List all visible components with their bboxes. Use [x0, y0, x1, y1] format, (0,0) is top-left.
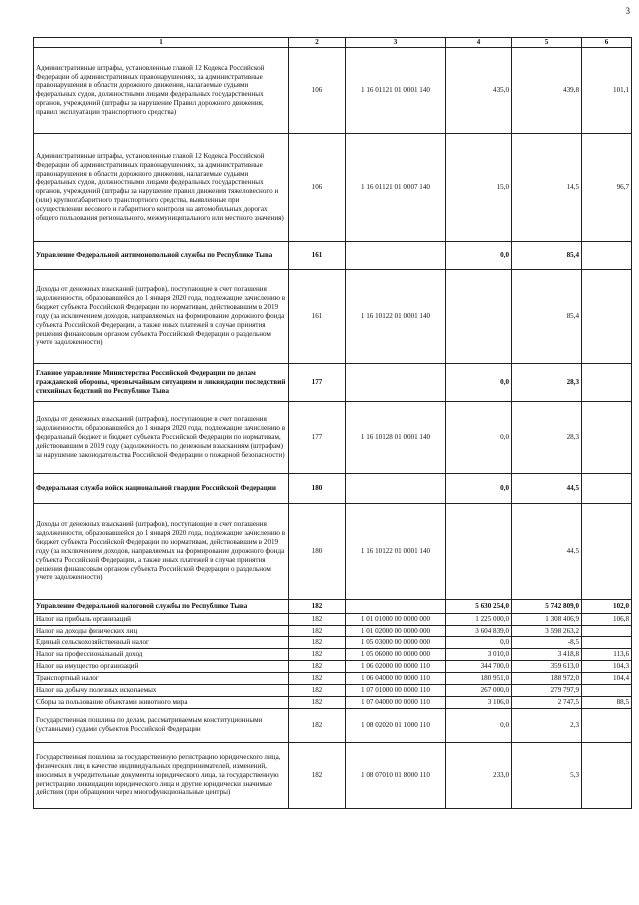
- row-plan-value: 0,0: [446, 241, 512, 269]
- table-row: [34, 613, 632, 625]
- row-description: Единый сельскохозяйственный налог: [34, 637, 289, 649]
- table-row: [34, 599, 632, 613]
- row-description: Сборы за пользование объектами животного мира: [34, 696, 289, 708]
- row-description: Главное управление Министерства Российской Федерации по делам гражданской обороны, чрезвычайным ситуациям и ликвидации последствий стихийных бедствий по Республике Тыва: [34, 363, 289, 401]
- row-description: Административные штрафы, установленные главой 12 Кодекса Российской Федерации об административных правонарушениях, за административные правонарушения в области дорожного движения, налагаемые судьями федеральных судов, должностными лицами федеральных государственных органов, учреждений (штрафы за нарушение правил движения тяжеловесного и (или) крупногабаритного транспортного средства, выявленные при осуществлении весового и габаритного контроля на автомобильных дорогах общего пользования регионального, межмуниципального или местного значения): [34, 133, 289, 241]
- table-body: [34, 47, 632, 808]
- row-actual-value: 1 308 406,9: [512, 613, 582, 625]
- row-percent-value: 106,8: [582, 613, 632, 625]
- row-description: Налог на добычу полезных ископаемых: [34, 684, 289, 696]
- header-col-2: 2: [289, 38, 346, 48]
- row-plan-value: 0,0: [446, 363, 512, 401]
- row-plan-value: 233,0: [446, 742, 512, 808]
- row-plan-value: 267 000,0: [446, 684, 512, 696]
- row-percent-value: [582, 637, 632, 649]
- row-plan-value: 0,0: [446, 473, 512, 503]
- row-description: Управление Федеральной антимонопольной службы по Республике Тыва: [34, 241, 289, 269]
- row-description: Доходы от денежных взысканий (штрафов), поступающие в счет погашения задолженности, образовавшейся до 1 января 2020 года, подлежащие зачислению в бюджет субъекта Российской Федерации по нормативам, действовавшим в 2019 году (за исключением доходов, направляемых на формирование дорожного фонда субъекта Российской Федерации, а также иных платежей в случае принятия решения финансовым органом субъекта Российской Федерации о раздельном учете задолженности): [34, 503, 289, 599]
- row-percent-value: [582, 625, 632, 637]
- row-admin-code: 182: [289, 661, 346, 673]
- table-row: [34, 363, 632, 401]
- row-plan-value: 0,0: [446, 708, 512, 742]
- row-actual-value: 3 598 263,2: [512, 625, 582, 637]
- row-plan-value: 3 010,0: [446, 649, 512, 661]
- row-percent-value: 88,5: [582, 696, 632, 708]
- row-description: Транспортный налог: [34, 673, 289, 685]
- row-description: Налог на имущество организаций: [34, 661, 289, 673]
- row-plan-value: 0,0: [446, 401, 512, 473]
- row-admin-code: 182: [289, 637, 346, 649]
- row-admin-code: 180: [289, 473, 346, 503]
- row-budget-code: 1 01 02000 00 0000 000: [346, 625, 446, 637]
- table-row: [34, 637, 632, 649]
- row-budget-code: 1 07 01000 00 0000 110: [346, 684, 446, 696]
- row-plan-value: 3 604 839,0: [446, 625, 512, 637]
- row-admin-code: 182: [289, 625, 346, 637]
- header-col-5: 5: [512, 38, 582, 48]
- row-admin-code: 182: [289, 742, 346, 808]
- row-budget-code: 1 16 01121 01 0007 140: [346, 133, 446, 241]
- table-row: [34, 696, 632, 708]
- table-row: [34, 269, 632, 363]
- row-actual-value: 85,4: [512, 241, 582, 269]
- row-budget-code: [346, 241, 446, 269]
- row-budget-code: 1 16 10122 01 0001 140: [346, 503, 446, 599]
- row-description: Государственная пошлина по делам, рассматриваемым конституционными (уставными) судами субъектов Российской Федерации: [34, 708, 289, 742]
- row-budget-code: [346, 599, 446, 613]
- row-percent-value: [582, 363, 632, 401]
- row-admin-code: 182: [289, 599, 346, 613]
- row-percent-value: [582, 241, 632, 269]
- table-row: [34, 684, 632, 696]
- row-percent-value: [582, 708, 632, 742]
- row-actual-value: 5 742 809,0: [512, 599, 582, 613]
- row-budget-code: 1 07 04000 00 0000 110: [346, 696, 446, 708]
- table-row: [34, 241, 632, 269]
- row-admin-code: 182: [289, 696, 346, 708]
- row-budget-code: 1 08 02020 01 1000 110: [346, 708, 446, 742]
- row-actual-value: 188 972,0: [512, 673, 582, 685]
- row-budget-code: 1 06 02000 00 0000 110: [346, 661, 446, 673]
- row-description: Административные штрафы, установленные главой 12 Кодекса Российской Федерации об административных правонарушениях, за административные правонарушения в области дорожного движения, налагаемые судьями федеральных судов, должностными лицами федеральных государственных органов, учреждений (штрафы за нарушение Правил дорожного движения, правил эксплуатации транспортного средства): [34, 47, 289, 133]
- row-percent-value: [582, 473, 632, 503]
- row-percent-value: 101,1: [582, 47, 632, 133]
- table-row: [34, 649, 632, 661]
- row-percent-value: 104,4: [582, 673, 632, 685]
- row-percent-value: 104,3: [582, 661, 632, 673]
- row-plan-value: 5 630 254,0: [446, 599, 512, 613]
- row-actual-value: -8,5: [512, 637, 582, 649]
- header-col-3: 3: [346, 38, 446, 48]
- row-actual-value: 279 797,9: [512, 684, 582, 696]
- row-admin-code: 106: [289, 47, 346, 133]
- row-plan-value: 15,0: [446, 133, 512, 241]
- row-plan-value: [446, 503, 512, 599]
- row-percent-value: [582, 684, 632, 696]
- row-budget-code: 1 16 10128 01 0001 140: [346, 401, 446, 473]
- row-plan-value: 344 700,0: [446, 661, 512, 673]
- row-admin-code: 180: [289, 503, 346, 599]
- table-row: [34, 47, 632, 133]
- header-col-6: 6: [582, 38, 632, 48]
- row-percent-value: [582, 401, 632, 473]
- row-admin-code: 161: [289, 269, 346, 363]
- row-actual-value: 2,3: [512, 708, 582, 742]
- table-row: [34, 625, 632, 637]
- row-admin-code: 106: [289, 133, 346, 241]
- row-actual-value: 359 613,0: [512, 661, 582, 673]
- row-actual-value: 14,5: [512, 133, 582, 241]
- row-budget-code: 1 16 01121 01 0001 140: [346, 47, 446, 133]
- row-plan-value: [446, 269, 512, 363]
- row-plan-value: 3 106,0: [446, 696, 512, 708]
- row-actual-value: 28,3: [512, 363, 582, 401]
- row-actual-value: 85,4: [512, 269, 582, 363]
- row-admin-code: 182: [289, 673, 346, 685]
- row-percent-value: 113,6: [582, 649, 632, 661]
- row-actual-value: 3 418,8: [512, 649, 582, 661]
- row-admin-code: 182: [289, 708, 346, 742]
- row-description: Доходы от денежных взысканий (штрафов), поступающие в счет погашения задолженности, образовавшейся до 1 января 2020 года, подлежащие зачислению в бюджет субъекта Российской Федерации по нормативам, действовавшим в 2019 году (за исключением доходов, направляемых на формирование дорожного фонда субъекта Российской Федерации, а также иных платежей в случае принятия решения финансовым органом субъекта Российской Федерации о раздельном учете задолженности): [34, 269, 289, 363]
- row-plan-value: 1 225 000,0: [446, 613, 512, 625]
- row-plan-value: 180 951,0: [446, 673, 512, 685]
- row-admin-code: 182: [289, 684, 346, 696]
- row-budget-code: [346, 473, 446, 503]
- row-actual-value: 2 747,5: [512, 696, 582, 708]
- row-budget-code: 1 01 01000 00 0000 000: [346, 613, 446, 625]
- revenue-table: [33, 37, 632, 809]
- table-row: [34, 133, 632, 241]
- row-budget-code: 1 16 10122 01 0001 140: [346, 269, 446, 363]
- row-description: Управление Федеральной налоговой службы по Республике Тыва: [34, 599, 289, 613]
- row-percent-value: [582, 269, 632, 363]
- table-row: [34, 708, 632, 742]
- row-percent-value: [582, 742, 632, 808]
- header-col-1: 1: [34, 38, 289, 48]
- row-description: Налог на профессиональный доход: [34, 649, 289, 661]
- row-description: Налог на прибыль организаций: [34, 613, 289, 625]
- row-plan-value: 435,0: [446, 47, 512, 133]
- header-col-4: 4: [446, 38, 512, 48]
- row-description: Государственная пошлина за государственную регистрацию юридического лица, физических лиц в качестве индивидуальных предпринимателей, изменений, вносимых в учредительные документы юридического лица, за государственную регистрацию ликвидации юридического лица и другие юридически значимые действия (при обращении через многофункциональные центры): [34, 742, 289, 808]
- row-percent-value: [582, 503, 632, 599]
- row-budget-code: 1 05 06000 00 0000 000: [346, 649, 446, 661]
- row-admin-code: 182: [289, 613, 346, 625]
- row-admin-code: 177: [289, 401, 346, 473]
- table-row: [34, 503, 632, 599]
- page-number: 3: [625, 6, 630, 16]
- row-description: Налог на доходы физических лиц: [34, 625, 289, 637]
- row-admin-code: 182: [289, 649, 346, 661]
- row-actual-value: 28,3: [512, 401, 582, 473]
- table-row: [34, 661, 632, 673]
- row-budget-code: 1 08 07010 01 8000 110: [346, 742, 446, 808]
- row-percent-value: 102,0: [582, 599, 632, 613]
- table-row: [34, 742, 632, 808]
- table-row: [34, 673, 632, 685]
- row-admin-code: 177: [289, 363, 346, 401]
- table-row: [34, 473, 632, 503]
- row-budget-code: [346, 363, 446, 401]
- row-budget-code: 1 05 03000 00 0000 000: [346, 637, 446, 649]
- row-description: Доходы от денежных взысканий (штрафов), поступающие в счет погашения задолженности, образовавшейся до 1 января 2020 года, подлежащие зачислению в федеральный бюджет и бюджет субъекта Российской Федерации по нормативам, действовавшим в 2019 году (задолженность по денежным взысканиям (штрафам) за нарушение законодательства Российской Федерации о пожарной безопасности): [34, 401, 289, 473]
- row-description: Федеральная служба войск национальной гвардии Российской Федерации: [34, 473, 289, 503]
- row-admin-code: 161: [289, 241, 346, 269]
- row-actual-value: 44,5: [512, 503, 582, 599]
- row-percent-value: 96,7: [582, 133, 632, 241]
- row-actual-value: 439,8: [512, 47, 582, 133]
- row-budget-code: 1 06 04000 00 0000 110: [346, 673, 446, 685]
- table-header-row: [34, 38, 632, 48]
- row-plan-value: 0,0: [446, 637, 512, 649]
- row-actual-value: 44,5: [512, 473, 582, 503]
- table-row: [34, 401, 632, 473]
- row-actual-value: 5,3: [512, 742, 582, 808]
